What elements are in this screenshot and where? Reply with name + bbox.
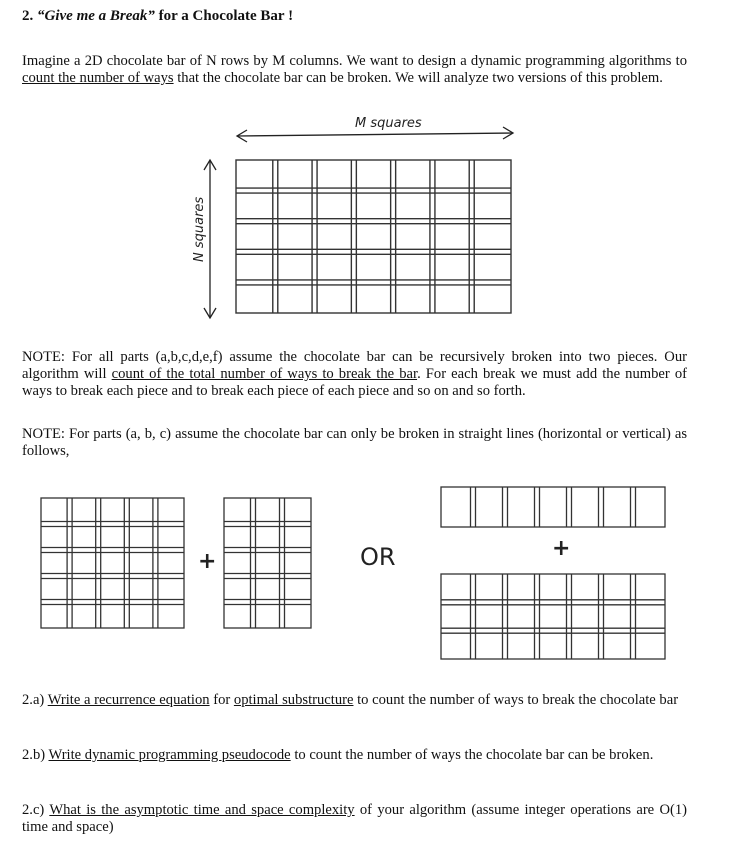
or-label: OR <box>360 543 396 571</box>
q2a-underlined-2: optimal substructure <box>233 692 354 708</box>
note-2: NOTE: For parts (a, b, c) assume the chocolate bar can only be broken in straight lines (horizontal or vertical) as follows, <box>22 426 687 459</box>
bar-outline <box>236 160 511 313</box>
plus-sign-1: + <box>198 549 217 574</box>
horizontal-break-bottom-piece <box>441 574 665 659</box>
right-piece-outline <box>224 498 311 628</box>
question-2a: 2.a) Write a recurrence equation for optimal substructure to count the number of ways to break the chocolate bar <box>22 692 679 708</box>
top-piece-outline <box>441 487 665 527</box>
question-2b: 2.b) Write dynamic programming pseudocode to count the number of ways the chocolate bar can be broken. <box>22 747 654 763</box>
chocolate-bar-grid <box>236 160 511 313</box>
left-piece-outline <box>41 498 184 628</box>
problem-number: 2. <box>22 8 34 24</box>
bottom-piece-outline <box>441 574 665 659</box>
plus-sign-2: + <box>552 536 571 561</box>
intro-underlined: count the number of ways <box>22 70 174 86</box>
horizontal-break-top-piece <box>441 487 665 527</box>
problem-title-rest: for a Chocolate Bar ! <box>158 8 294 24</box>
q2c-underlined: What is the asymptotic time and space complexity <box>49 802 355 818</box>
problem-heading <box>22 8 293 25</box>
intro-paragraph: Imagine a 2D chocolate bar of N rows by M columns. We want to design a dynamic programming algorithms to count the number of ways that the chocolate bar can be broken. We will analyze two versions of this problem. <box>22 53 687 86</box>
vertical-break-right-piece <box>224 498 311 628</box>
note-1-underlined: count of the total number of ways to break the bar <box>111 366 418 382</box>
n-arrow <box>204 160 216 318</box>
note-1: NOTE: For all parts (a,b,c,d,e,f) assume the chocolate bar can be recursively broken into two pieces. Our algorithm will count of the total number of ways to break the bar. For each break we must add the number of ways to break each piece and to break each piece of each piece and so on and so forth. <box>22 349 687 399</box>
m-arrow <box>237 127 513 142</box>
q2b-underlined: Write dynamic programming pseudocode <box>48 747 291 763</box>
q2a-underlined-1: Write a recurrence equation <box>47 692 210 708</box>
problem-title-italic: “Give me a Break” <box>37 8 155 24</box>
n-squares-label: N squares <box>192 196 207 262</box>
question-2c: 2.c) What is the asymptotic time and space complexity of your algorithm (assume integer operations are O(1) time and space) <box>22 802 688 835</box>
m-squares-label: M squares <box>355 116 422 131</box>
vertical-break-left-piece <box>41 498 184 628</box>
